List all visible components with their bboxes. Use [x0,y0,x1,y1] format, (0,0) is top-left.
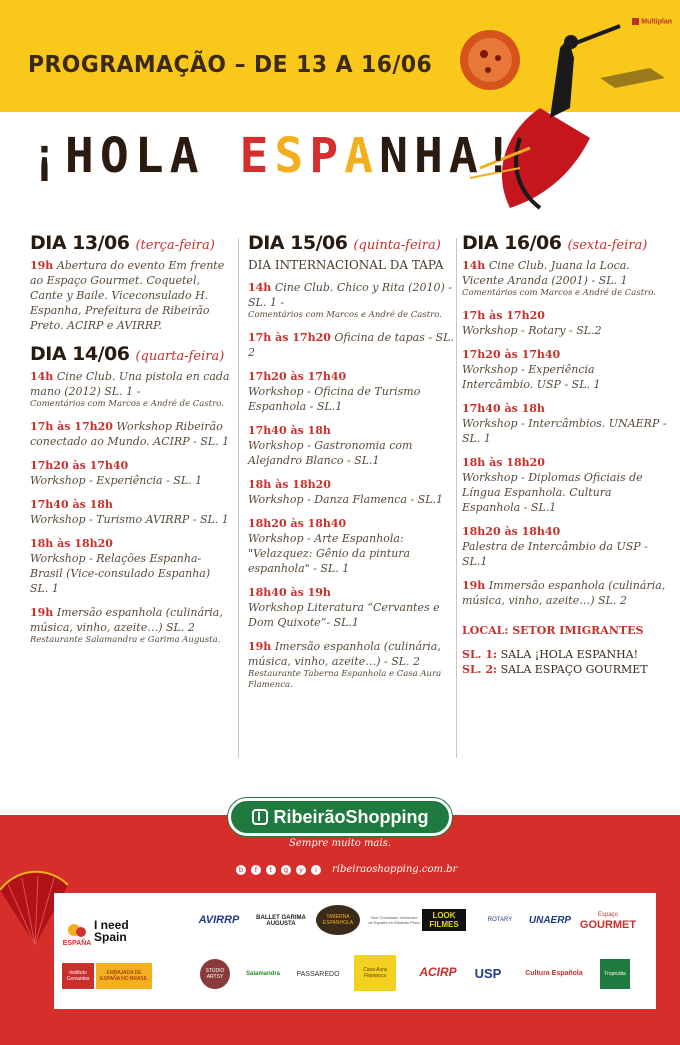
twitter-icon[interactable]: t [266,865,276,875]
website-link[interactable]: ribeiraoshopping.com.br [332,864,458,875]
event-note: Restaurante Taberna Espanhola e Casa Aura Flamenca. [248,669,442,690]
event-item [30,258,230,333]
event-item [248,280,456,321]
hola-char: O [99,128,135,184]
event-time: 17h40 às 18h [248,424,331,437]
event-desc: Abertura do evento Em frente ao Espaço Gourmet. Coquetel, Cante y Baile. Viceconsulado H. Espanha, Prefeitura de Ribeirão Preto. ACIRP e AVIRRP. [30,259,225,332]
multiplan-label: Multiplan [641,18,672,26]
passaredo-logo: PASSAREDO [296,970,340,978]
event-item [30,605,230,646]
hola-char: N [379,128,414,184]
event-desc: Workshop - Experiência - SL. 1 [30,474,203,487]
day-heading [30,343,230,365]
day-weekday: (quinta-feira) [353,238,441,253]
program-title: PROGRAMAÇÃO – DE 13 A 16/06 [28,52,433,78]
instagram-icon[interactable]: i [311,865,321,875]
espana-text: ESPAÑA [62,939,92,947]
event-desc: Cine Club. Juana la Loca. Vicente Aranda (2001) - SL. 1 [462,259,630,287]
unaerp-logo: UNAERP [528,914,572,926]
cultura-espanola-logo: Cultura Española [525,969,583,977]
hola-char: H [413,128,449,184]
rotary-logo: ROTARY [487,917,513,923]
schedule-column-3 [462,232,667,677]
event-time: 19h [462,579,486,592]
day-date: DIA 16/06 [462,232,562,254]
event-desc: Workshop - Relações Espanha-Brasil (Vice-consulado Espanha) SL. 1 [30,552,211,595]
event-desc: Cine Club. Una pistola en cada mano (2012) SL. 1 - [30,370,230,398]
event-time: 17h às 17h20 [462,309,545,322]
hola-char: A [344,128,380,184]
hola-char: L [134,128,170,184]
need-spain-logo [94,913,146,949]
hola-char: A [448,128,484,184]
event-desc: Workshop Ribeirão conectado ao Mundo. ACIRP - SL. 1 [30,420,230,448]
logo-text: RibeirãoShopping [273,806,429,827]
event-item [30,369,230,410]
espaco-gourmet-logo [580,907,636,933]
event-time: 18h40 às 19h [248,586,331,599]
event-item [30,536,230,596]
tagline: Sempre muito mais. [289,838,391,849]
hola-char: A [169,128,205,184]
event-item [248,477,456,507]
event-desc: Workshop - Turismo AVIRRP - SL. 1 [30,513,229,526]
local-room-2 [462,662,667,677]
event-item [462,401,667,446]
event-note: Comentários com Marcos e André de Castro. [248,310,442,320]
studio-artsy-logo: STUDIO ARTSY [200,959,230,989]
event-desc: Workshop - Diplomas Oficiais de Língua Espanhola. Cultura Espanhola - SL.1 [462,471,643,514]
event-item [248,639,456,691]
day-weekday: (sexta-feira) [567,238,648,253]
event-desc: Workshop Literatura “Cervantes e Dom Quixote”- SL.1 [248,601,440,629]
room-key: SL. 1: [462,648,498,661]
event-item [462,308,667,338]
event-time: 17h20 às 17h40 [30,459,129,472]
local-room-1 [462,647,667,662]
shopping-logo-icon [252,809,268,825]
event-item [30,458,230,488]
event-item [248,330,456,360]
day-subtitle: DIA INTERNACIONAL DA TAPA [248,258,444,272]
day-heading [462,232,667,254]
flamenco-dancer-illustration [450,18,680,218]
hola-char: S [274,128,310,184]
gourmet-line2: GOURMET [579,919,637,931]
vice-consulado-logo: Vice Consulado Honorario de España en Ribeirão Preto [368,915,420,925]
need-spain-line1: I need [94,918,129,932]
tropicalia-logo: Tropicália [600,959,630,989]
column-divider [456,238,457,758]
event-item [462,455,667,515]
event-item [30,497,230,527]
blog-icon[interactable]: b [236,865,246,875]
schedule-column-2 [248,232,456,700]
local-info [462,624,667,677]
local-title: LOCAL: SETOR IMIGRANTES [462,624,644,637]
event-desc: Workshop - Arte Espanhola: "Velazquez: Gênio da pintura espanhola" - SL. 1 [248,532,411,575]
event-time: 18h20 às 18h40 [248,517,347,530]
event-note: Restaurante Salamandra e Garima Augusta. [30,635,221,645]
event-desc: Imersão espanhola (culinária, música, vinho, azeite…) SL. 2 [30,606,223,634]
event-item [462,578,667,608]
event-time: 18h às 18h20 [462,456,545,469]
taberna-espanhola-logo: TABERNA ESPANHOLA [316,905,360,935]
event-time: 14h [462,259,486,272]
event-desc: Workshop - Gastronomia com Alejandro Blanco - SL.1 [248,439,413,467]
event-item [248,585,456,630]
event-time: 18h20 às 18h40 [462,525,561,538]
hola-char: H [64,128,100,184]
room-key: SL. 2: [462,663,498,676]
hola-char: P [309,128,345,184]
event-item [248,423,456,468]
day-heading [248,232,456,254]
facebook-icon[interactable]: f [251,865,261,875]
event-time: 19h [30,259,54,272]
embajada-logo: EMBAJADA DE ESPAÑA NO BRASIL [96,963,152,989]
googleplus-icon[interactable]: g [281,865,291,875]
day-date: DIA 15/06 [248,232,348,254]
event-desc: Immersão espanhola (culinária, música, vinho, azeite…) SL. 2 [462,579,666,607]
salamandra-logo: Salamandra [245,971,281,977]
event-item [30,419,230,449]
room-value: SALA ESPAÇO GOURMET [500,663,648,676]
day-date: DIA 13/06 [30,232,130,254]
need-spain-line2: Spain [94,930,127,944]
hola-char: ! [483,128,519,184]
hola-char: ¡ [30,128,65,184]
ballet-garima-logo: BALLET GARIMA AUGUSTA [256,915,306,927]
event-time: 19h [248,640,272,653]
event-time: 14h [248,281,272,294]
event-item [248,516,456,576]
look-filmes-logo: LOOK FILMES [422,909,466,931]
event-item [462,524,667,569]
event-time: 18h às 18h20 [248,478,331,491]
event-desc: Workshop - Experiência Intercâmbio. USP - SL. 1 [462,363,601,391]
event-time: 19h [30,606,54,619]
hola-char: E [239,128,275,184]
column-divider [238,238,239,758]
usp-logo: USP [474,965,502,981]
social-links [236,864,457,875]
event-desc: Imersão espanhola (culinária, música, vinho, azeite…) - SL. 2 [248,640,441,668]
event-time: 17h40 às 18h [30,498,113,511]
youtube-icon[interactable]: y [296,865,306,875]
day-weekday: (terça-feira) [135,238,215,253]
event-time: 18h às 18h20 [30,537,113,550]
event-desc: Cine Club. Chico y Rita (2010) - SL. 1 - [248,281,452,309]
day-date: DIA 14/06 [30,343,130,365]
event-time: 17h40 às 18h [462,402,545,415]
gourmet-line1: Espaço [597,912,618,918]
event-item [248,369,456,414]
casa-aura-flamenca-logo: Casa Aura Flamenca [354,955,396,991]
event-time: 17h às 17h20 [30,420,113,433]
sponsors-panel [54,893,656,1009]
room-value: SALA ¡HOLA ESPANHA! [500,648,639,661]
event-desc: Workshop - Rotary - SL.2 [462,324,602,337]
event-desc: Oficina de tapas - SL. 2 [248,331,454,359]
event-desc: Palestra de Intercâmbio da USP - SL.1 [462,540,648,568]
schedule-column-1 [30,232,230,655]
avirrp-logo: AVIRRP [198,914,240,926]
event-note: Comentários com Marcos e André de Castro. [462,288,656,298]
event-time: 17h20 às 17h40 [462,348,561,361]
event-time: 14h [30,370,54,383]
event-time: 17h às 17h20 [248,331,331,344]
hola-char [205,128,240,184]
espana-logo [62,917,92,951]
hola-espanha-title [30,128,519,184]
event-note: Comentários com Marcos e André de Castro. [30,399,224,409]
day-heading [30,232,230,254]
day-weekday: (quarta-feira) [135,349,225,364]
espana-sun-icon [66,922,88,940]
event-item [462,347,667,392]
event-desc: Workshop - Oficina de Turismo Espanhola - SL.1 [248,385,421,413]
instituto-cervantes-logo: Instituto Cervantes [62,963,94,989]
event-item [462,258,667,299]
event-time: 17h20 às 17h40 [248,370,347,383]
ribeirao-shopping-logo[interactable] [228,798,452,836]
event-desc: Workshop - Danza Flamenca - SL.1 [248,493,444,506]
event-desc: Workshop - Intercâmbios. UNAERP - SL. 1 [462,417,667,445]
acirp-logo: ACIRP [419,965,457,979]
